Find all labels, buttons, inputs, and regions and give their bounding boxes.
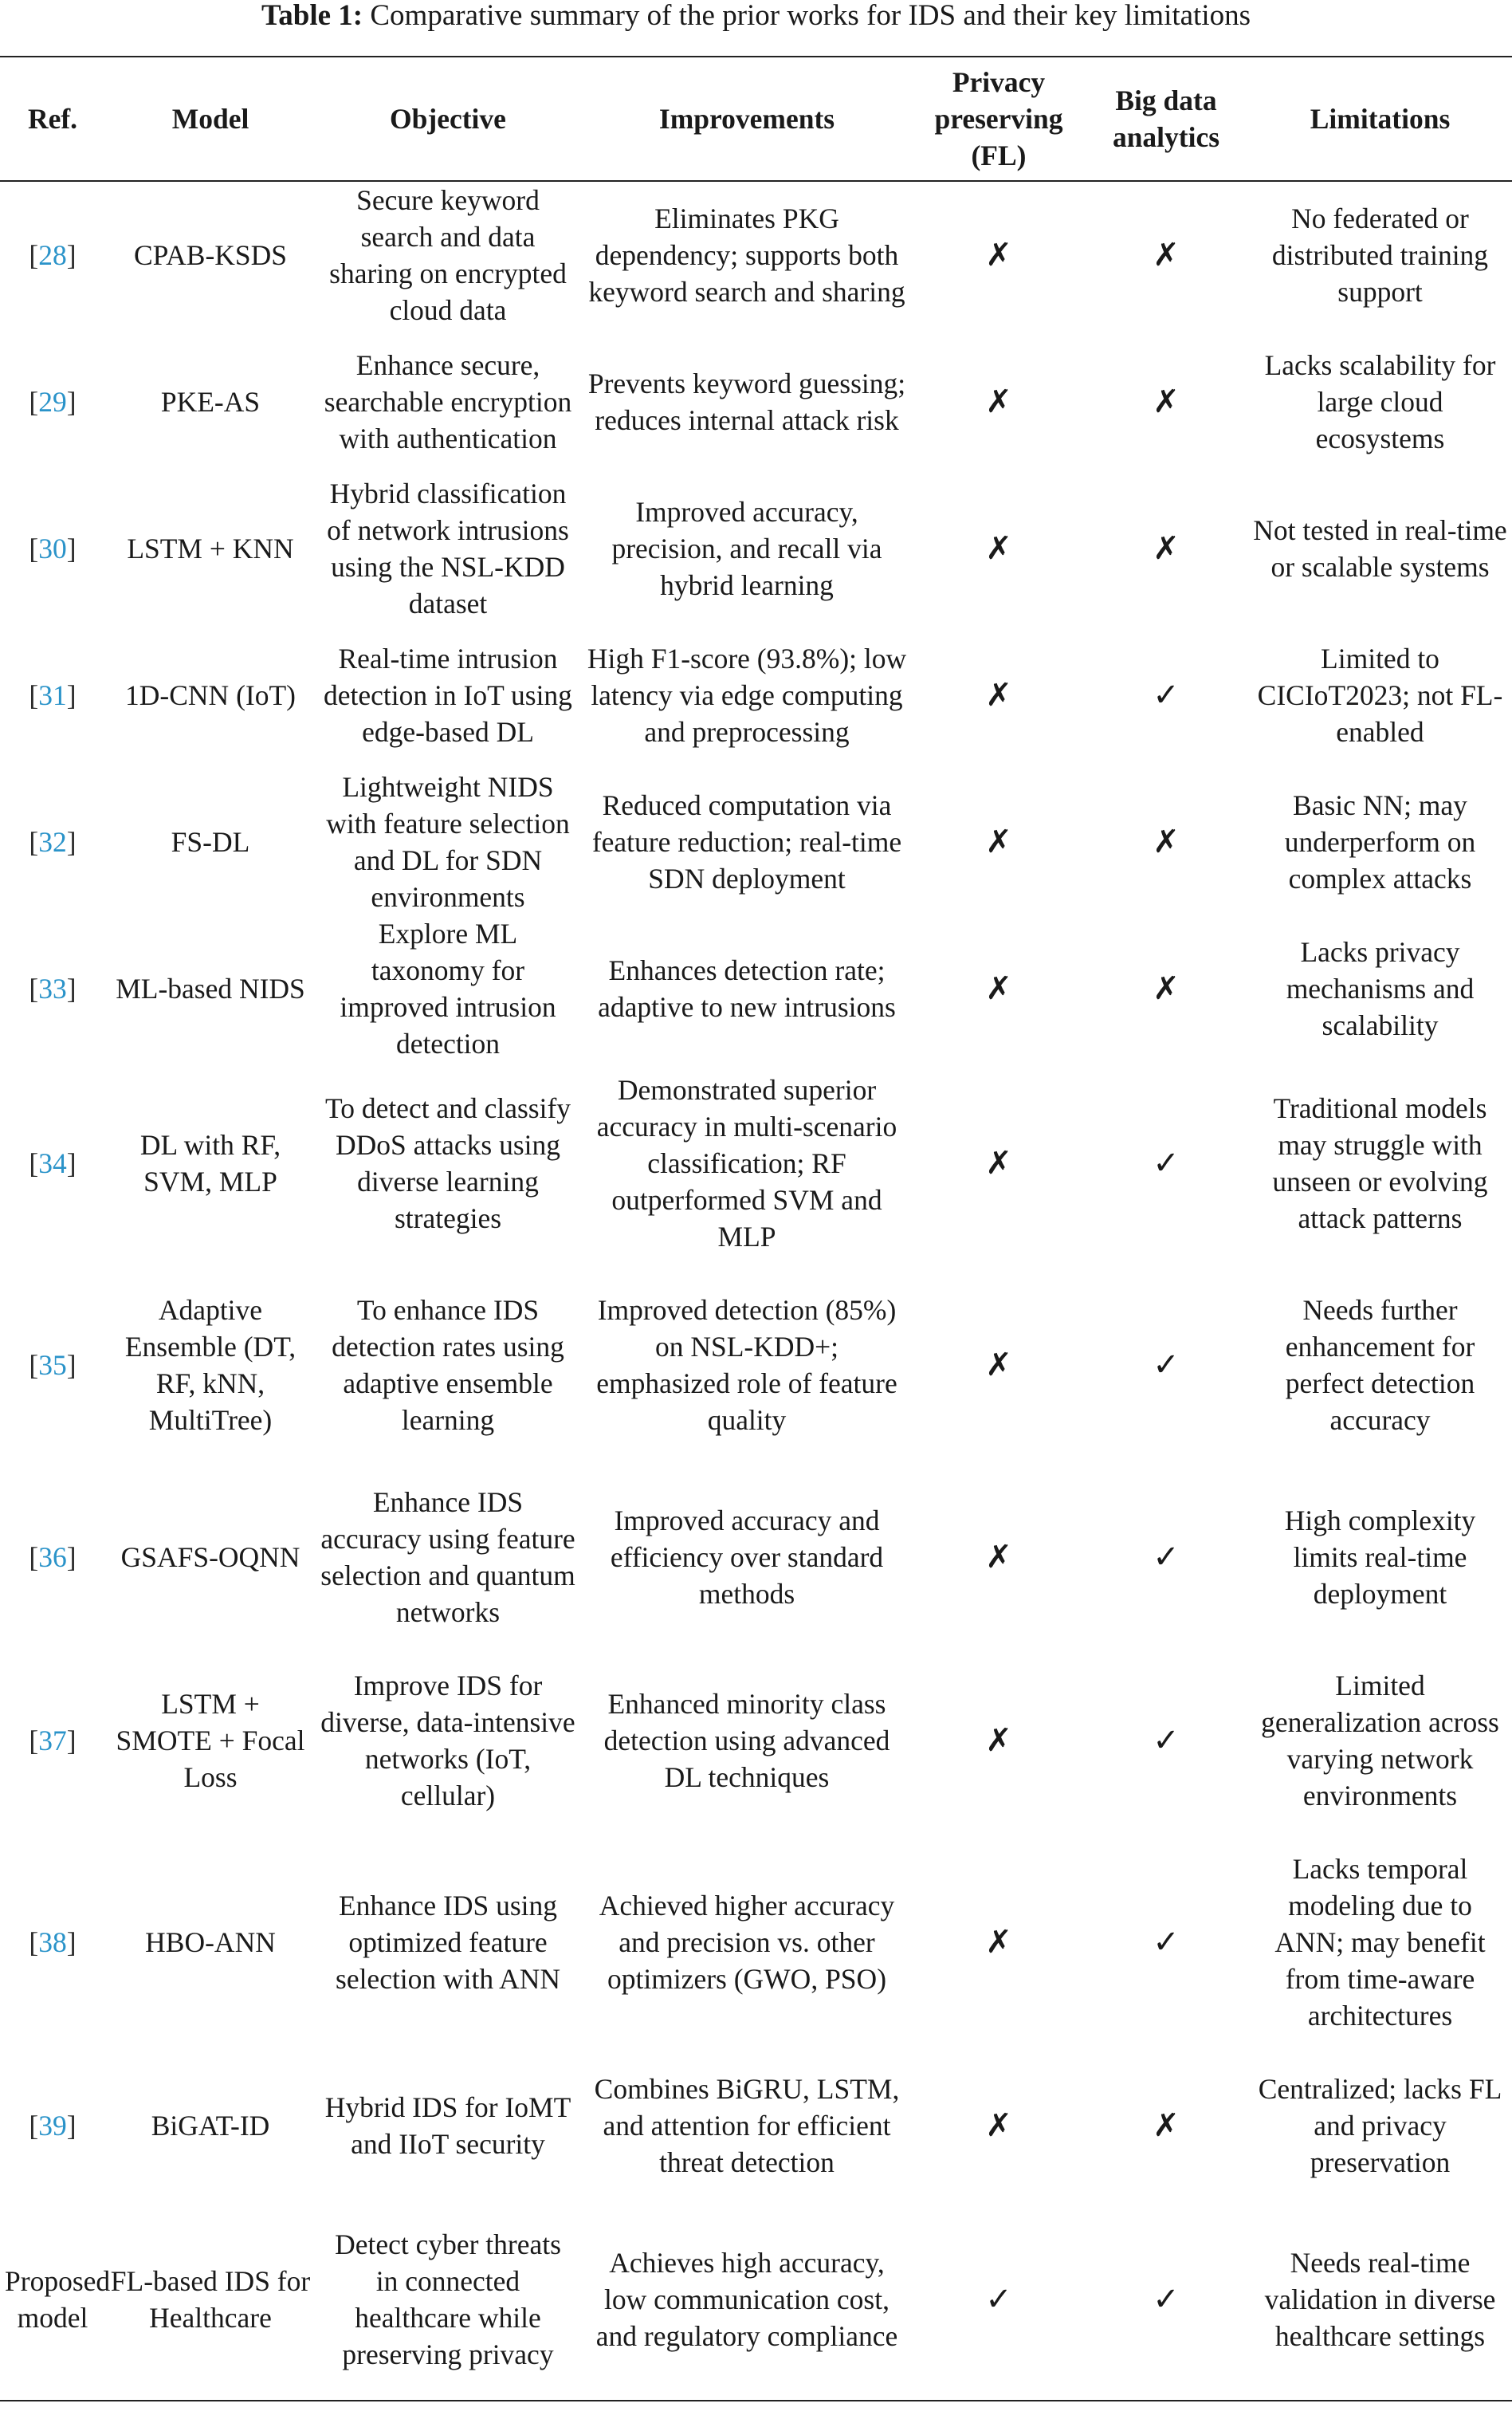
cell-privacy: ✗ — [985, 530, 1012, 567]
table-row — [0, 622, 1512, 769]
citation-link[interactable]: 37 — [38, 1725, 67, 1756]
cell-bigdata: ✗ — [1153, 384, 1180, 420]
cell-ref[interactable] — [0, 769, 105, 915]
cell-improvements: Combines BiGRU, LSTM, and attention for efficient threat detection — [594, 2073, 900, 2178]
bracket: ] — [66, 1725, 77, 1756]
citation-link[interactable]: 34 — [38, 1147, 67, 1179]
table-row — [0, 915, 1512, 1062]
cell-improvements: Eliminates PKG dependency; supports both keyword search and sharing — [588, 203, 905, 308]
header-ref: Ref. — [0, 57, 105, 181]
cell-ref[interactable] — [0, 915, 105, 1062]
cell-limitations: Not tested in real-time or scalable systems — [1253, 514, 1507, 583]
table-row — [0, 1264, 1512, 1465]
header-model: Model — [105, 57, 316, 181]
bracket: ] — [66, 1541, 77, 1573]
cell-privacy: ✗ — [985, 384, 1012, 420]
table-row — [0, 1062, 1512, 1264]
cell-objective: Secure keyword search and data sharing on encrypted cloud data — [329, 184, 567, 326]
cell-objective: Real-time intrusion detection in IoT using edge-based DL — [324, 643, 572, 748]
cell-model: 1D-CNN (IoT) — [125, 679, 296, 711]
header-improvements: Improvements — [580, 57, 913, 181]
cell-bigdata: ✗ — [1153, 2107, 1180, 2144]
cell-limitations: Centralized; lacks FL and privacy preservation — [1258, 2073, 1502, 2178]
cell-improvements: Enhances detection rate; adaptive to new intrusions — [598, 954, 896, 1023]
cell-model: ML-based NIDS — [116, 973, 305, 1005]
cell-objective: Enhance IDS accuracy using feature selection and quantum networks — [320, 1486, 575, 1628]
cell-model: GSAFS-OQNN — [120, 1541, 300, 1573]
header-objective: Objective — [316, 57, 580, 181]
cell-objective: Detect cyber threats in connected healthcare while preserving privacy — [316, 2199, 580, 2401]
cell-objective: Improve IDS for diverse, data-intensive networks (IoT, cellular) — [320, 1670, 575, 1811]
cell-objective: Lightweight NIDS with feature selection and DL for SDN environments — [326, 771, 570, 913]
cell-ref[interactable] — [0, 1264, 105, 1465]
table-caption — [0, 0, 1512, 49]
cell-ref[interactable] — [0, 181, 105, 328]
cell-objective: Enhance IDS using optimized feature selection with ANN — [336, 1890, 560, 1995]
header-bigdata: Big data analytics — [1084, 57, 1248, 181]
cell-ref[interactable] — [0, 1465, 105, 1649]
cell-improvements: Prevents keyword guessing; reduces internal attack risk — [587, 368, 906, 436]
bracket: [ — [29, 533, 39, 564]
cell-objective: Hybrid IDS for IoMT and IIoT security — [324, 2091, 571, 2160]
cell-model: PKE-AS — [160, 386, 261, 418]
bracket: [ — [29, 2110, 39, 2142]
citation-link[interactable]: 30 — [38, 533, 67, 564]
cell-improvements: Demonstrated superior accuracy in multi-scenario classification; RF outperformed SVM and MLP — [596, 1073, 897, 1253]
cell-ref[interactable] — [0, 1832, 105, 2052]
bracket: ] — [66, 973, 77, 1005]
bracket: [ — [29, 1926, 39, 1958]
cell-bigdata: ✓ — [1153, 1924, 1180, 1961]
cell-objective: Explore ML taxonomy for improved intrusion detection — [340, 918, 556, 1060]
table-row — [0, 769, 1512, 915]
caption-label: Table 1: — [261, 0, 363, 32]
bracket: [ — [29, 679, 39, 711]
bracket: [ — [29, 973, 39, 1005]
cell-limitations: Needs further enhancement for perfect detection accuracy — [1285, 1293, 1475, 1436]
cell-model: LSTM + SMOTE + Focal Loss — [116, 1688, 305, 1793]
citation-link[interactable]: 35 — [38, 1348, 67, 1381]
header-row — [0, 57, 1512, 181]
cell-privacy: ✗ — [985, 970, 1012, 1007]
cell-privacy: ✗ — [985, 677, 1012, 714]
cell-model: FL-based IDS for Healthcare — [105, 2199, 316, 2401]
cell-bigdata: ✓ — [1153, 1539, 1180, 1575]
cell-privacy: ✓ — [913, 2199, 1084, 2401]
table-row — [0, 181, 1512, 328]
cell-limitations: Lacks privacy mechanisms and scalability — [1286, 936, 1475, 1041]
cell-model: Adaptive Ensemble (DT, RF, kNN, MultiTree) — [124, 1293, 297, 1436]
cell-objective: To detect and classify DDoS attacks using diverse learning strategies — [324, 1092, 571, 1234]
cell-bigdata: ✓ — [1153, 677, 1180, 714]
citation-link[interactable]: 28 — [38, 239, 67, 271]
cell-limitations: Basic NN; may underperform on complex attacks — [1284, 789, 1476, 895]
cell-limitations: Limited to CICIoT2023; not FL-enabled — [1257, 643, 1503, 748]
cell-limitations: High complexity limits real-time deployment — [1284, 1505, 1476, 1610]
bracket: [ — [29, 239, 39, 271]
cell-bigdata: ✓ — [1153, 1722, 1180, 1759]
cell-improvements: Improved accuracy and efficiency over standard methods — [610, 1505, 884, 1610]
cell-bigdata: ✓ — [1084, 2199, 1248, 2401]
cell-ref[interactable] — [0, 475, 105, 622]
bracket: ] — [66, 679, 77, 711]
bracket: [ — [29, 386, 39, 418]
bracket: ] — [66, 826, 77, 858]
bracket: ] — [66, 239, 77, 271]
cell-improvements: Reduced computation via feature reduction; real-time SDN deployment — [591, 789, 902, 895]
cell-limitations: Traditional models may struggle with unseen or evolving attack patterns — [1272, 1092, 1488, 1234]
cell-bigdata: ✗ — [1153, 970, 1180, 1007]
cell-model: HBO-ANN — [145, 1926, 276, 1958]
cell-privacy: ✗ — [985, 1924, 1012, 1961]
bracket: [ — [29, 1725, 39, 1756]
cell-improvements: Improved accuracy, precision, and recall via hybrid learning — [611, 496, 882, 601]
cell-limitations: Lacks temporal modeling due to ANN; may benefit from time-aware architectures — [1274, 1853, 1486, 2032]
cell-privacy: ✗ — [985, 2107, 1012, 2144]
bracket: ] — [66, 2110, 77, 2142]
cell-limitations: Limited generalization across varying network environments — [1261, 1670, 1499, 1811]
bracket: ] — [66, 1348, 77, 1381]
cell-limitations: No federated or distributed training support — [1271, 203, 1489, 308]
cell-improvements: Achieved higher accuracy and precision vs. other optimizers (GWO, PSO) — [599, 1890, 895, 1995]
table-body — [0, 181, 1512, 2401]
table-row — [0, 475, 1512, 622]
cell-ref[interactable] — [0, 622, 105, 769]
cell-model: FS-DL — [171, 826, 250, 858]
header-privacy: Privacy preserving (FL) — [913, 57, 1084, 181]
citation-link[interactable]: 33 — [38, 973, 67, 1005]
bracket: ] — [66, 533, 77, 564]
citation-link[interactable]: 39 — [38, 2110, 67, 2142]
cell-improvements: High F1-score (93.8%); low latency via edge computing and preprocessing — [587, 643, 907, 748]
cell-bigdata: ✗ — [1153, 824, 1180, 860]
citation-link[interactable]: 31 — [38, 679, 67, 711]
table-row — [0, 2052, 1512, 2199]
ref-text: Proposed model — [5, 2265, 111, 2334]
cell-limitations: Lacks scalability for large cloud ecosystems — [1264, 349, 1496, 454]
bracket: ] — [66, 1926, 77, 1958]
comparison-table — [0, 56, 1512, 2401]
citation-link[interactable]: 29 — [38, 386, 67, 418]
header-limitations: Limitations — [1248, 57, 1512, 181]
cell-ref — [0, 2199, 111, 2401]
cell-improvements: Enhanced minority class detection using advanced DL techniques — [603, 1688, 890, 1793]
cell-improvements: Improved detection (85%) on NSL-KDD+; emphasized role of feature quality — [596, 1293, 897, 1436]
cell-model: BiGAT-ID — [151, 2110, 270, 2142]
cell-model: CPAB-KSDS — [133, 239, 288, 271]
citation-link[interactable]: 32 — [38, 826, 67, 858]
cell-privacy: ✗ — [985, 824, 1012, 860]
bracket: ] — [66, 386, 77, 418]
cell-privacy: ✗ — [985, 1539, 1012, 1575]
cell-limitations: Needs real-time validation in diverse healthcare settings — [1248, 2199, 1512, 2401]
cell-ref[interactable] — [0, 1062, 105, 1264]
cell-privacy: ✗ — [985, 1346, 1012, 1383]
cell-bigdata: ✓ — [1153, 1144, 1180, 1182]
caption-text: Comparative summary of the prior works for IDS and their key limitations — [370, 0, 1251, 32]
cell-ref[interactable] — [0, 1649, 105, 1832]
bracket: [ — [29, 826, 39, 858]
cell-privacy: ✗ — [985, 1144, 1012, 1182]
cell-privacy: ✗ — [985, 237, 1012, 273]
bracket: [ — [29, 1541, 39, 1573]
table-row — [0, 2199, 1512, 2401]
cell-model: DL with RF, SVM, MLP — [139, 1128, 281, 1198]
cell-objective: To enhance IDS detection rates using adaptive ensemble learning — [332, 1293, 564, 1436]
table-row — [0, 1649, 1512, 1832]
table-row — [0, 1465, 1512, 1649]
citation-link[interactable]: 38 — [38, 1926, 67, 1958]
bracket: [ — [29, 1348, 39, 1381]
citation-link[interactable]: 36 — [38, 1541, 67, 1573]
cell-objective: Hybrid classification of network intrusions using the NSL-KDD dataset — [327, 478, 569, 620]
cell-model: LSTM + KNN — [127, 533, 294, 564]
cell-ref[interactable] — [0, 328, 105, 475]
bracket: ] — [66, 1147, 77, 1179]
cell-bigdata: ✗ — [1153, 237, 1180, 273]
table-row — [0, 1832, 1512, 2052]
cell-ref[interactable] — [0, 2052, 105, 2199]
cell-privacy: ✗ — [985, 1722, 1012, 1759]
cell-objective: Enhance secure, searchable encryption with authentication — [324, 349, 572, 454]
bracket: [ — [29, 1147, 39, 1179]
cell-bigdata: ✗ — [1153, 530, 1180, 567]
cell-improvements: Achieves high accuracy, low communication cost, and regulatory compliance — [580, 2199, 913, 2401]
table-row — [0, 328, 1512, 475]
cell-bigdata: ✓ — [1153, 1346, 1180, 1383]
